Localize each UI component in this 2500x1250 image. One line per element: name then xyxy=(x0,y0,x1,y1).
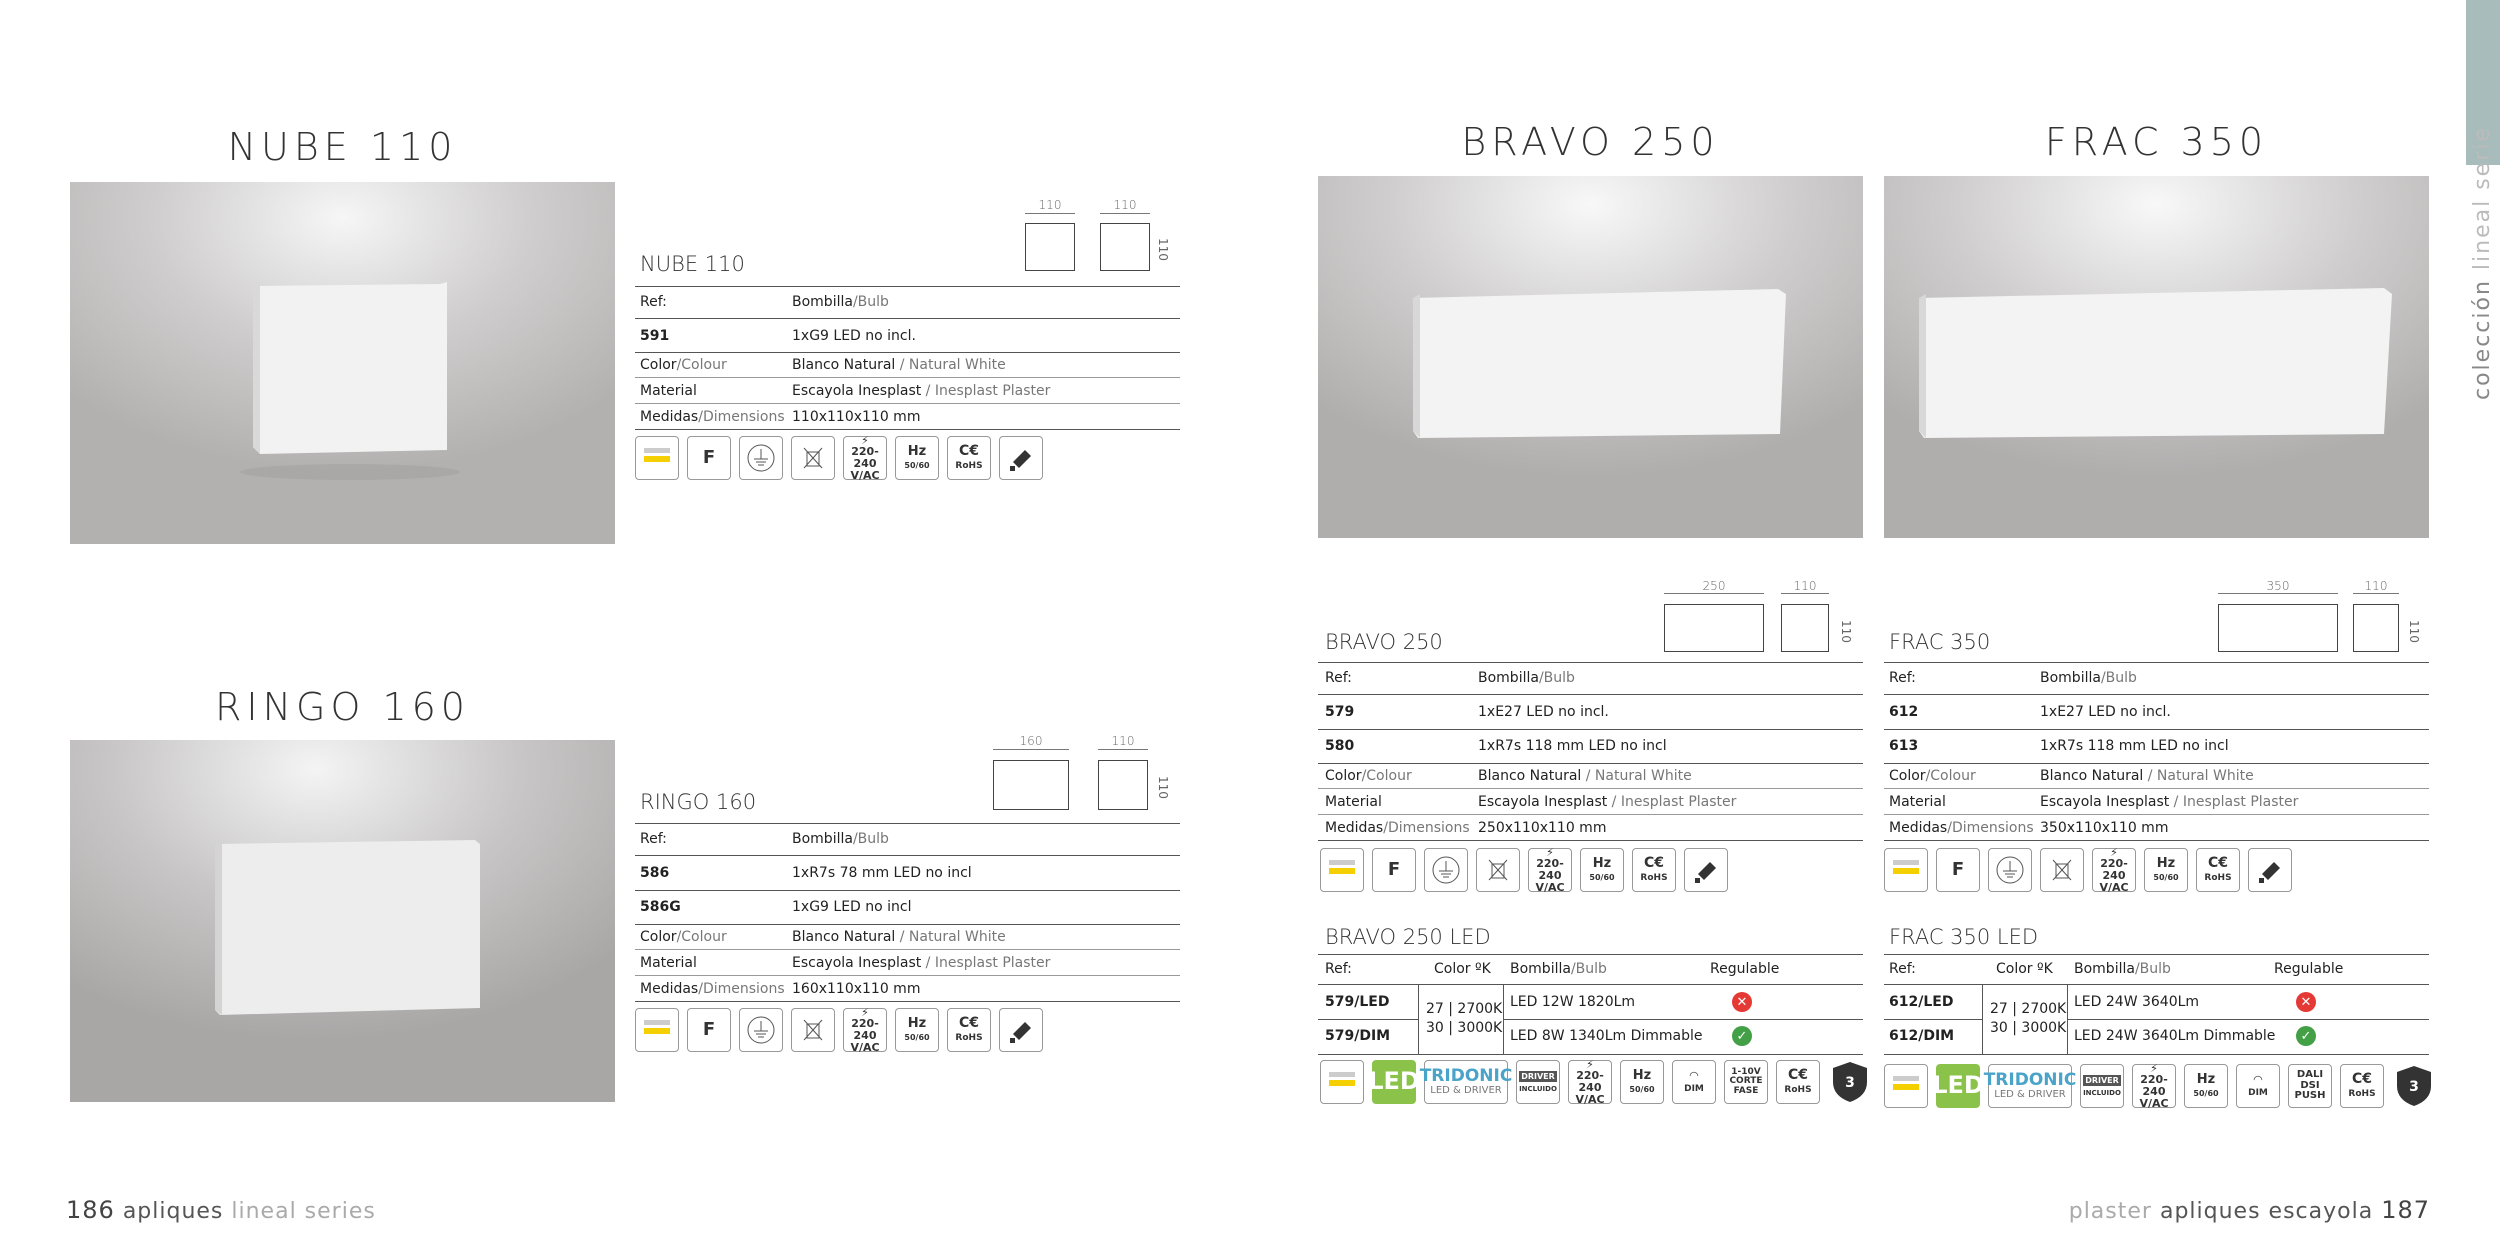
ringo-name: RINGO 160 xyxy=(640,790,757,814)
front-dim-box xyxy=(1025,223,1075,271)
table-row: 612 1xE27 LED no incl. xyxy=(1889,704,2171,720)
dali-icon: DALI DSI PUSH xyxy=(2288,1064,2332,1108)
bravo-photo xyxy=(1318,176,1863,538)
frac-title: FRAC 350 xyxy=(2044,120,2269,164)
frac-led-icons xyxy=(1884,1061,2436,1110)
light-color-icon xyxy=(1320,848,1364,892)
voltage-icon: ⚡ 220-240 V/AC xyxy=(1528,848,1572,892)
hz-icon: Hz 50/60 xyxy=(2184,1064,2228,1108)
frac-spec: 350 110 110 FRAC 350 Ref: Bombilla/Bulb 612 1xE27 LED no incl. 613 1xR7s 118 mm LED no incl Color/Colour Blanco Natural / Natural White Material Escayola Inesplast / Inesplast Plaster Medidas/Dimensions 350x110x110 mm xyxy=(1884,570,2429,870)
paintable-icon xyxy=(2248,848,2292,892)
corte-fase-icon: 1-10V CORTE FASE xyxy=(1724,1060,1768,1104)
ce-rohs-icon: C€ RoHS xyxy=(2340,1064,2384,1108)
nube-name: NUBE 110 xyxy=(640,252,745,276)
frac-led-table: FRAC 350 LED Ref: Color ºK Bombilla/Bulb Regulable 27 | 2700K 30 | 3000K 612/LED LED 24W 3640Lm ✕ 612/DIM LED 24W 3640Lm Dimmable ✓ xyxy=(1884,920,2429,1100)
frac-photo xyxy=(1884,176,2429,538)
ringo-title: RINGO 160 xyxy=(214,685,470,729)
nube-photo xyxy=(70,182,615,544)
ground-icon xyxy=(1988,848,2032,892)
frac-led-name: FRAC 350 LED xyxy=(1889,925,2039,949)
table-row: 612/DIM LED 24W 3640Lm Dimmable ✓ xyxy=(1884,1024,2429,1048)
front-dim-box xyxy=(1664,604,1764,652)
table-row: 586 1xR7s 78 mm LED no incl xyxy=(640,865,972,881)
driver-icon: DRIVER INCLUIDO xyxy=(2080,1064,2124,1108)
table-row: 579/DIM LED 8W 1340Lm Dimmable ✓ xyxy=(1318,1024,1863,1048)
side-dim-box xyxy=(1100,223,1150,271)
ce-rohs-icon: C€ RoHS xyxy=(1632,848,1676,892)
bravo-spec: 250 110 110 BRAVO 250 Ref: Bombilla/Bulb 579 1xE27 LED no incl. 580 1xR7s 118 mm LED no incl Color/Colour Blanco Natural / Natural White Material Escayola Inesplast / Inesplast Plaster Medidas/Dimensions 250x110x110 mm xyxy=(1318,570,1863,870)
ground-icon xyxy=(1424,848,1468,892)
not-dimmable-icon: ✕ xyxy=(1732,992,1752,1012)
recycle-bin-icon xyxy=(791,436,835,480)
voltage-icon: ⚡ 220-240 V/AC xyxy=(1568,1060,1612,1104)
ce-rohs-icon: C€ RoHS xyxy=(2196,848,2240,892)
table-row: 580 1xR7s 118 mm LED no incl xyxy=(1325,738,1667,754)
side-dim-box xyxy=(1098,760,1148,810)
dimmable-icon: ✓ xyxy=(2296,1026,2316,1046)
ground-icon xyxy=(739,436,783,480)
voltage-icon: ⚡ 220-240 V/AC xyxy=(843,436,887,480)
ringo-spec: 160 110 110 RINGO 160 Ref: Bombilla/Bulb 586 1xR7s 78 mm LED no incl 586G 1xG9 LED no incl Color/Colour Blanco Natural / Natural White Material Escayola Inesplast / Inesplast Plaster Medidas/Dimensions 160x110x110 mm xyxy=(635,730,1180,1030)
footer-right: plaster apliques escayola 187 xyxy=(2068,1196,2430,1224)
hz-icon: Hz 50/60 xyxy=(895,436,939,480)
ringo-icons xyxy=(635,1005,1043,1054)
nube-icons xyxy=(635,433,1043,482)
svg-text:3: 3 xyxy=(2409,1079,2419,1095)
recycle-bin-icon xyxy=(1476,848,1520,892)
bravo-led-name: BRAVO 250 LED xyxy=(1325,925,1491,949)
bravo-title: BRAVO 250 xyxy=(1461,120,1720,164)
paintable-icon xyxy=(1684,848,1728,892)
dimmable-icon: ✓ xyxy=(1732,1026,1752,1046)
voltage-icon: ⚡ 220-240 V/AC xyxy=(843,1008,887,1052)
light-color-icon xyxy=(1320,1060,1364,1104)
ce-rohs-icon: C€ RoHS xyxy=(947,1008,991,1052)
dim-icon: ◠ DIM xyxy=(2236,1064,2280,1108)
warranty-shield-icon xyxy=(1828,1060,1872,1104)
led-icon: LED xyxy=(1372,1060,1416,1104)
bravo-led-table: BRAVO 250 LED Ref: Color ºK Bombilla/Bulb Regulable 27 | 2700K 30 | 3000K 579/LED LED 12W 1820Lm ✕ 579/DIM LED 8W 1340Lm Dimmable ✓ xyxy=(1318,920,1863,1100)
hz-icon: Hz 50/60 xyxy=(1580,848,1624,892)
hz-icon: Hz 50/60 xyxy=(2144,848,2188,892)
ce-rohs-icon: C€ RoHS xyxy=(947,436,991,480)
tridonic-icon: TRIDONIC LED & DRIVER xyxy=(1424,1060,1508,1104)
table-row: 613 1xR7s 118 mm LED no incl xyxy=(1889,738,2229,754)
frac-icons xyxy=(1884,845,2292,894)
f-class-icon: F xyxy=(1372,848,1416,892)
f-class-icon: F xyxy=(687,436,731,480)
light-color-icon xyxy=(1884,848,1928,892)
table-row: 591 1xG9 LED no incl. xyxy=(640,328,916,344)
recycle-bin-icon xyxy=(2040,848,2084,892)
ground-icon xyxy=(739,1008,783,1052)
table-row: 579/LED LED 12W 1820Lm ✕ xyxy=(1318,990,1863,1014)
bravo-icons xyxy=(1320,845,1728,894)
voltage-icon: ⚡ 220-240 V/AC xyxy=(2132,1064,2176,1108)
side-dim-box xyxy=(1781,604,1829,652)
warranty-shield-icon xyxy=(2392,1064,2436,1108)
table-row: 612/LED LED 24W 3640Lm ✕ xyxy=(1884,990,2429,1014)
driver-icon: DRIVER INCLUIDO xyxy=(1516,1060,1560,1104)
light-color-icon xyxy=(635,1008,679,1052)
page-number-left: 186 xyxy=(66,1196,115,1224)
frac-name: FRAC 350 xyxy=(1889,630,1991,654)
not-dimmable-icon: ✕ xyxy=(2296,992,2316,1012)
front-dim-box xyxy=(2218,604,2338,652)
bravo-name: BRAVO 250 xyxy=(1325,630,1443,654)
paintable-icon xyxy=(999,1008,1043,1052)
f-class-icon: F xyxy=(687,1008,731,1052)
voltage-icon: ⚡ 220-240 V/AC xyxy=(2092,848,2136,892)
light-color-icon xyxy=(635,436,679,480)
recycle-bin-icon xyxy=(791,1008,835,1052)
bravo-led-icons xyxy=(1320,1057,1872,1106)
table-row: 579 1xE27 LED no incl. xyxy=(1325,704,1609,720)
svg-text:3: 3 xyxy=(1845,1075,1855,1091)
collection-side-label: colección lineal serie xyxy=(2470,126,2495,400)
ringo-photo xyxy=(70,740,615,1102)
tridonic-icon: TRIDONIC LED & DRIVER xyxy=(1988,1064,2072,1108)
led-icon: LED xyxy=(1936,1064,1980,1108)
ce-rohs-icon: C€ RoHS xyxy=(1776,1060,1820,1104)
side-dim-box xyxy=(2353,604,2399,652)
hz-icon: Hz 50/60 xyxy=(895,1008,939,1052)
table-row: 586G 1xG9 LED no incl xyxy=(640,899,912,915)
f-class-icon: F xyxy=(1936,848,1980,892)
footer-left: 186 apliques lineal series xyxy=(66,1196,376,1224)
paintable-icon xyxy=(999,436,1043,480)
nube-spec: 110 110 110 NUBE 110 Ref: Bombilla/Bulb 591 1xG9 LED no incl. Color/Colour Blanco Natural / Natural White Material Escayola Inesplast / Inesplast Plaster Medidas/Dimensions 110x110x110 mm xyxy=(635,190,1180,490)
page-number-right: 187 xyxy=(2381,1196,2430,1224)
nube-title: NUBE 110 xyxy=(227,125,458,169)
light-color-icon xyxy=(1884,1064,1928,1108)
dim-icon: ◠ DIM xyxy=(1672,1060,1716,1104)
hz-icon: Hz 50/60 xyxy=(1620,1060,1664,1104)
front-dim-box xyxy=(993,760,1069,810)
